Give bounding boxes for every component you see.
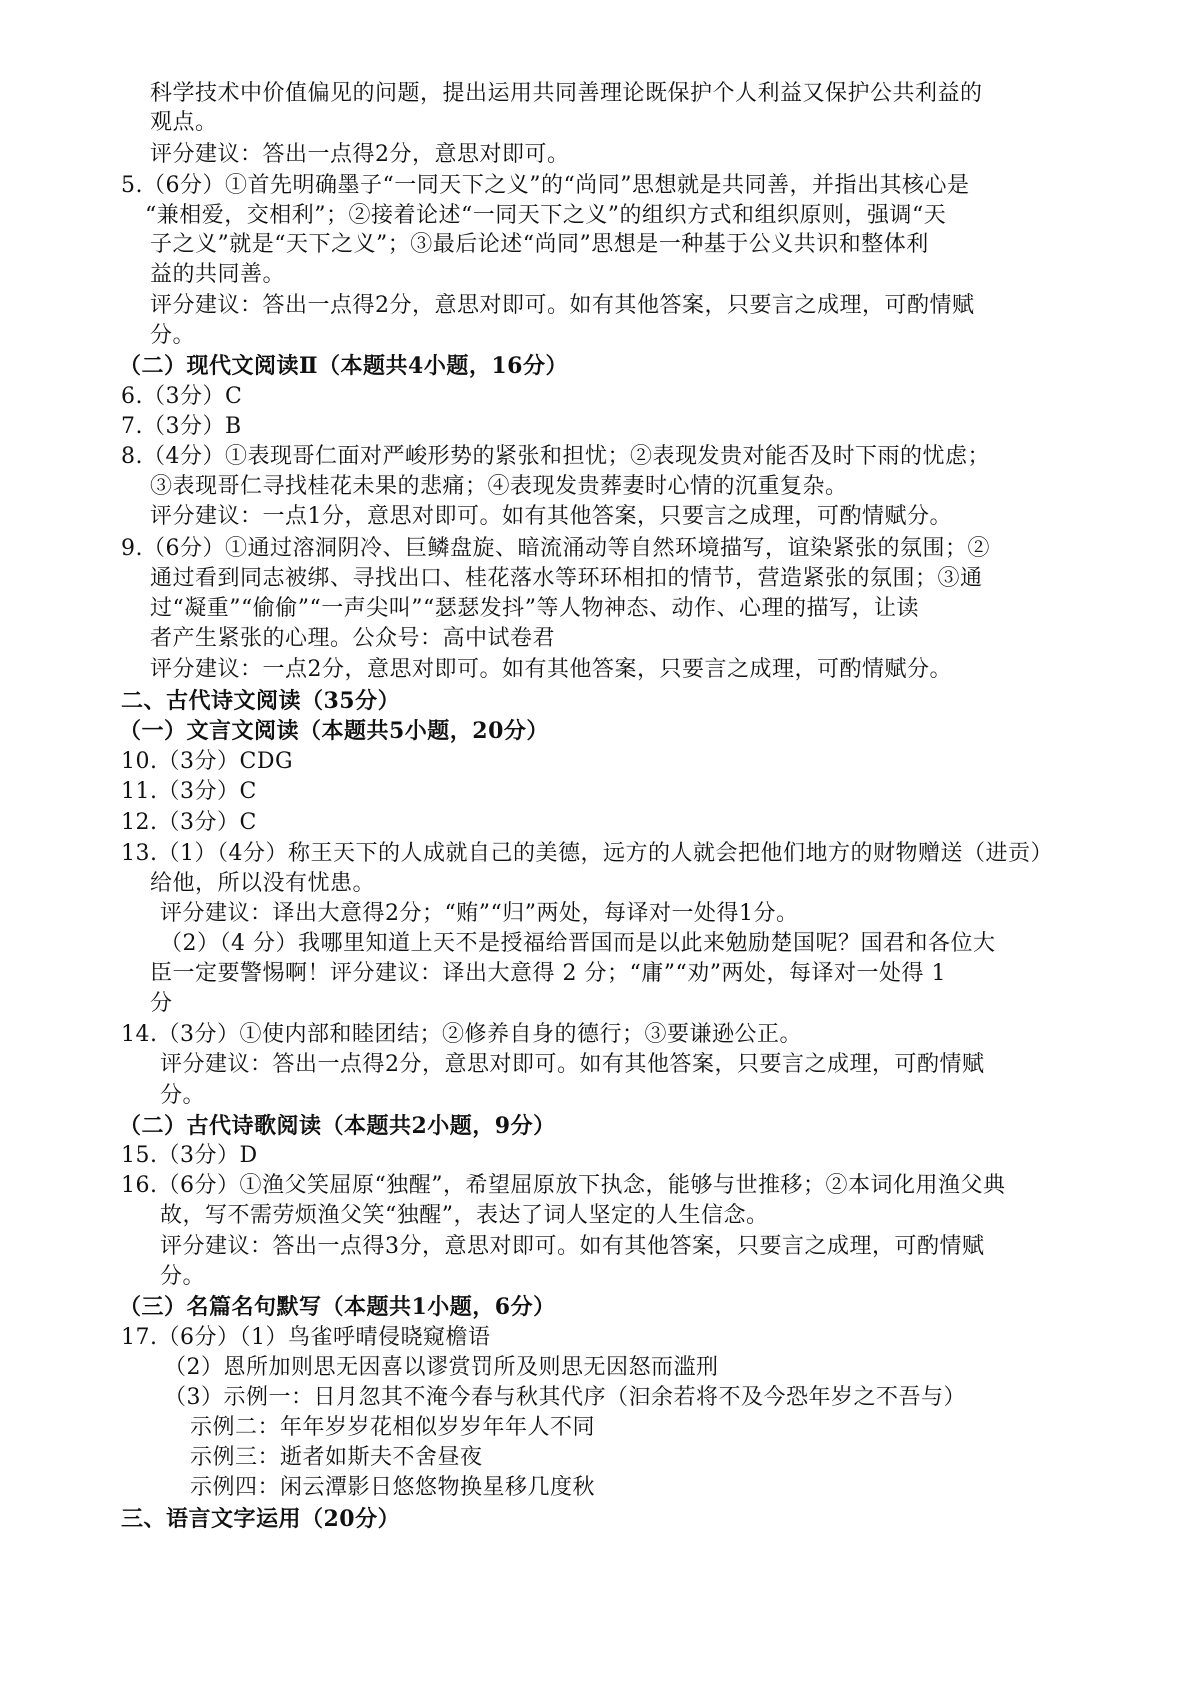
text-line: 14.（3分）①使内部和睦团结；②修养自身的德行；③要谦逊公正。 [121, 1022, 802, 1047]
text-line: （2）恩所加则思无因喜以谬赏罚所及则思无因怒而滥刑 [164, 1355, 719, 1380]
text-line: 评分建议：一点1分，意思对即可。如有其他答案，只要言之成理，可酌情赋分。 [150, 504, 952, 529]
text-line: 过“凝重”“偷偷”“一声尖叫”“瑟瑟发抖”等人物神态、动作、心理的描写，让读 [150, 596, 919, 621]
text-line: 示例三：逝者如斯夫不舍昼夜 [190, 1445, 483, 1470]
text-line: 8.（4分）①表现哥仁面对严峻形势的紧张和担忧；②表现发贵对能否及时下雨的忧虑； [121, 444, 990, 469]
text-line: 12.（3分）C [121, 810, 257, 835]
text-line: 子之义”就是“天下之义”；③最后论述“尚同”思想是一种基于公义共识和整体利 [150, 232, 929, 257]
text-line: （3）示例一：日月忽其不淹今春与秋其代序（汩余若将不及今恐年岁之不吾与） [164, 1385, 966, 1410]
section-heading: （一）文言文阅读（本题共5小题，20分） [119, 718, 549, 744]
text-line: 示例四：闲云潭影日悠悠物换星移几度秋 [190, 1475, 596, 1500]
section-heading: 三、语言文字运用（20分） [121, 1506, 401, 1532]
text-line: （2）（4 分）我哪里知道上天不是授福给晋国而是以此来勉励楚国呢？国君和各位大 [160, 931, 996, 956]
text-line: 17.（6分）（1）鸟雀呼晴侵晓窥檐语 [121, 1325, 491, 1350]
text-line: 者产生紧张的心理。公众号：高中试卷君 [150, 626, 556, 651]
text-line: 9.（6分）①通过溶洞阴冷、巨鳞盘旋、暗流涌动等自然环境描写，谊染紧张的氛围；② [121, 536, 990, 561]
text-line: 评分建议：答出一点得2分，意思对即可。如有其他答案，只要言之成理，可酌情赋 [160, 1052, 985, 1077]
text-line: 科学技术中价值偏见的问题，提出运用共同善理论既保护个人利益又保护公共利益的 [150, 81, 983, 106]
section-heading: 二、古代诗文阅读（35分） [121, 688, 401, 714]
section-heading: （三）名篇名句默写（本题共1小题，6分） [119, 1294, 556, 1320]
text-line: 分。 [160, 1083, 206, 1108]
text-line: 通过看到同志被绑、寻找出口、桂花落水等环环相扣的情节，营造紧张的氛围；③通 [150, 566, 983, 591]
text-line: “兼相爱，交相利”；②接着论述“一同天下之义”的组织方式和组织原则，强调“天 [145, 203, 947, 228]
text-line: 示例二：年年岁岁花相似岁岁年年人不同 [190, 1415, 596, 1440]
text-line: 给他，所以没有忧患。 [150, 871, 376, 896]
text-line: 故，写不需劳烦渔父笑“独醒”，表达了词人坚定的人生信念。 [160, 1203, 769, 1228]
text-line: 评分建议：译出大意得2分；“贿”“归”两处，每译对一处得1分。 [160, 901, 799, 926]
text-line: 13.（1）（4分）称王天下的人成就自己的美德，远方的人就会把他们地方的财物赠送（进贡） [121, 841, 1053, 866]
text-line: ③表现哥仁寻找桂花未果的悲痛；④表现发贵葬妻时心情的沉重复杂。 [150, 474, 848, 499]
text-line: 5.（6分）①首先明确墨子“一同天下之义”的“尚同”思想就是共同善，并指出其核心是 [121, 173, 970, 198]
text-line: 分。 [160, 1264, 206, 1289]
text-line: 分。 [150, 323, 196, 348]
text-line: 臣一定要警惕啊！评分建议：译出大意得 2 分；“庸”“劝”两处，每译对一处得 1 [150, 961, 946, 986]
text-line: 11.（3分）C [121, 779, 257, 804]
text-line: 益的共同善。 [150, 262, 286, 287]
text-line: 评分建议：一点2分，意思对即可。如有其他答案，只要言之成理，可酌情赋分。 [150, 657, 952, 682]
text-line: 评分建议：答出一点得2分，意思对即可。如有其他答案，只要言之成理，可酌情赋 [150, 293, 975, 318]
text-line: 评分建议：答出一点得2分，意思对即可。 [150, 142, 570, 167]
text-line: 观点。 [150, 110, 218, 135]
text-line: 6.（3分）C [121, 384, 243, 409]
text-line: 评分建议：答出一点得3分，意思对即可。如有其他答案，只要言之成理，可酌情赋 [160, 1234, 985, 1259]
text-line: 分 [150, 991, 173, 1016]
text-line: 7.（3分）B [121, 414, 242, 439]
text-line: 10.（3分）CDG [121, 749, 294, 774]
text-line: 16.（6分）①渔父笑屈原“独醒”，希望屈原放下执念，能够与世推移；②本词化用渔父典 [121, 1173, 1006, 1198]
section-heading: （二）现代文阅读Ⅱ（本题共4小题，16分） [119, 353, 568, 379]
text-line: 15.（3分）D [121, 1143, 258, 1168]
section-heading: （二）古代诗歌阅读（本题共2小题，9分） [119, 1113, 556, 1139]
